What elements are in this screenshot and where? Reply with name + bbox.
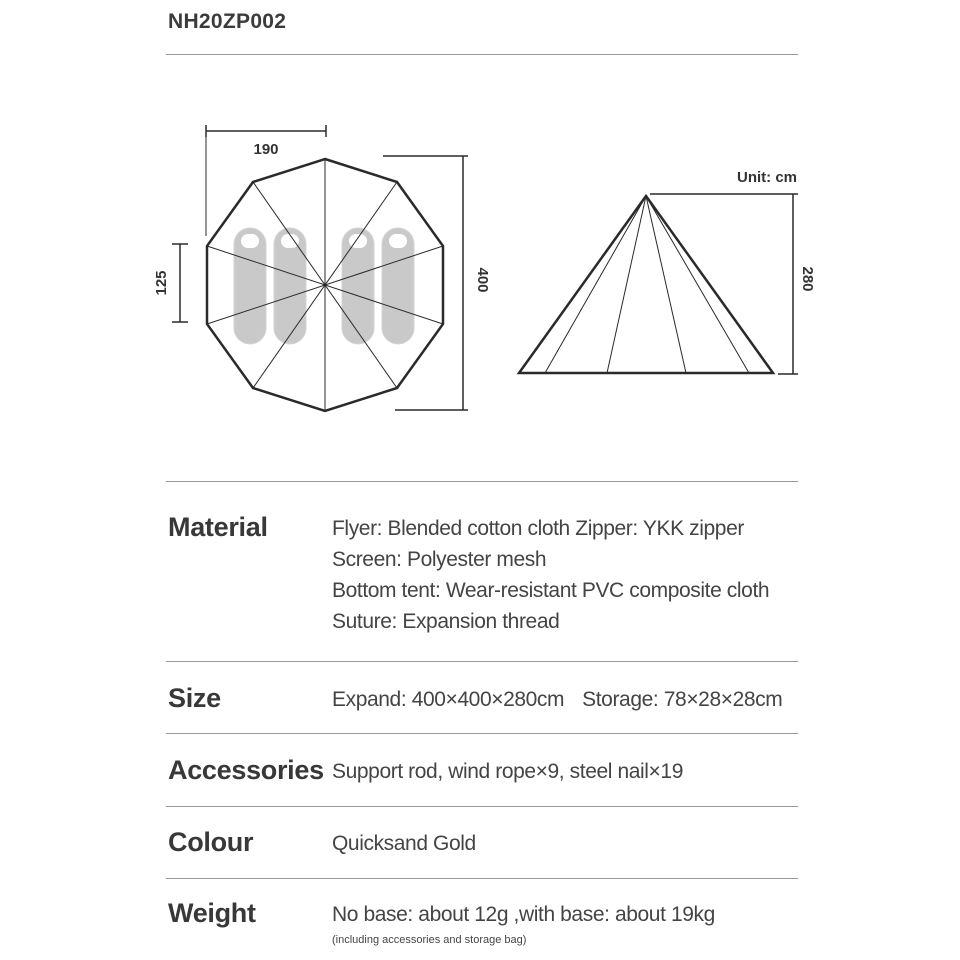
accessories-label: Accessories — [168, 755, 324, 785]
height-label: 280 — [799, 266, 817, 292]
weight-note: (including accessories and storage bag) — [332, 934, 527, 946]
spec-divider — [166, 806, 798, 807]
material-line: Bottom tent: Wear-resistant PVC composite cloth — [332, 579, 770, 602]
spec-divider — [166, 733, 798, 734]
sleeping-pad-icon — [382, 228, 414, 344]
material-line: Flyer: Blended cotton cloth Zipper: YKK zipper — [332, 517, 744, 540]
accessories-value: Support rod, wind rope×9, steel nail×19 — [332, 760, 683, 783]
weight-label: Weight — [168, 898, 256, 928]
sleeping-pad-icon — [342, 228, 374, 344]
diagram-divider — [166, 481, 798, 482]
depth-label: 125 — [152, 270, 170, 296]
colour-value: Quicksand Gold — [332, 832, 476, 855]
sleeping-pad-icon — [234, 228, 266, 344]
tent-top-view — [153, 125, 491, 411]
material-line: Screen: Polyester mesh — [332, 548, 547, 571]
colour-label: Colour — [168, 827, 254, 857]
size-value — [332, 688, 782, 712]
unit-label: Unit: cm — [737, 169, 797, 186]
width-label: 190 — [253, 141, 279, 158]
sleeping-pad-icon — [274, 228, 306, 344]
material-line: Suture: Expansion thread — [332, 610, 560, 633]
size-storage: Storage: 78×28×28cm — [582, 688, 783, 711]
tent-side-view — [519, 169, 816, 374]
size-expand: Expand: 400×400×280cm — [332, 688, 565, 711]
weight-value: No base: about 12g ,with base: about 19kg — [332, 903, 715, 926]
height-dimension-line — [650, 194, 798, 374]
depth-dimension-line — [172, 244, 188, 322]
material-label: Material — [168, 512, 268, 542]
size-label: Size — [168, 683, 221, 713]
tent-side-outline — [519, 196, 773, 373]
spec-divider — [166, 878, 798, 879]
tent-seams — [545, 196, 749, 373]
diameter-label: 400 — [474, 267, 492, 293]
spec-divider — [166, 661, 798, 662]
model-number: NH20ZP002 — [168, 10, 287, 33]
